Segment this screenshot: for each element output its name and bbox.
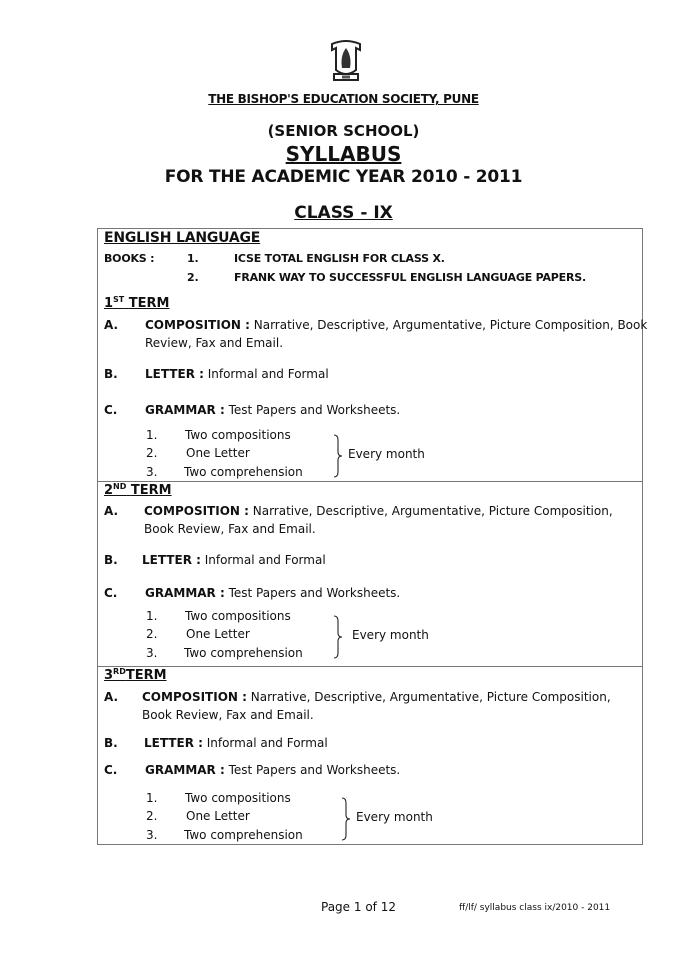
grammar-item: GRAMMAR : Test Papers and Worksheets. — [145, 586, 401, 600]
term-heading-2: 2ND TERM — [104, 482, 172, 498]
task-number: 3. — [146, 465, 158, 479]
item-letter: B. — [104, 367, 118, 381]
letter-item: LETTER : Informal and Formal — [145, 367, 329, 381]
school-crest-icon — [328, 40, 364, 84]
society-name: THE BISHOP'S EDUCATION SOCIETY, PUNE — [208, 92, 479, 106]
book-title: FRANK WAY TO SUCCESSFUL ENGLISH LANGUAGE PAPERS. — [234, 271, 586, 284]
task-number: 1. — [146, 428, 158, 442]
item-letter: A. — [104, 690, 119, 704]
task-number: 2. — [146, 809, 158, 823]
frequency-label: Every month — [348, 447, 425, 461]
term-heading-1: 1ST TERM — [104, 295, 170, 311]
task-text: Two comprehension — [184, 646, 303, 660]
page-number: Page 1 of 12 — [321, 900, 396, 914]
item-letter: B. — [104, 736, 118, 750]
task-text: Two comprehension — [184, 828, 303, 842]
task-number: 2. — [146, 446, 158, 460]
brace-icon — [340, 797, 354, 841]
term-divider — [97, 481, 643, 482]
task-number: 3. — [146, 828, 158, 842]
book-number: 2. — [187, 271, 199, 284]
frequency-label: Every month — [356, 810, 433, 824]
task-number: 2. — [146, 627, 158, 641]
document-reference: ff/lf/ syllabus class ix/2010 - 2011 — [459, 903, 611, 913]
composition-item: COMPOSITION : Narrative, Descriptive, Argumentative, Picture Composition, Book Review, Fax and Email. — [144, 504, 613, 536]
grammar-item: GRAMMAR : Test Papers and Worksheets. — [145, 763, 401, 777]
page-title: SYLLABUS — [285, 142, 402, 166]
item-letter: C. — [104, 586, 118, 600]
brace-icon — [332, 434, 346, 478]
item-letter: A. — [104, 504, 119, 518]
school-section: (SENIOR SCHOOL) — [267, 122, 420, 140]
task-text: Two comprehension — [184, 465, 303, 479]
task-number: 3. — [146, 646, 158, 660]
academic-year: FOR THE ACADEMIC YEAR 2010 - 2011 — [164, 167, 523, 187]
brace-icon — [332, 615, 346, 659]
letter-item: LETTER : Informal and Formal — [142, 553, 326, 567]
book-number: 1. — [187, 252, 199, 265]
task-text: One Letter — [186, 446, 250, 460]
task-text: Two compositions — [185, 428, 291, 442]
item-letter: B. — [104, 553, 118, 567]
term-divider — [97, 666, 643, 667]
term-heading-3: 3RDTERM — [104, 667, 167, 683]
composition-item: COMPOSITION : Narrative, Descriptive, Argumentative, Picture Composition, Book Review, Fax and Email. — [142, 690, 611, 722]
item-letter: A. — [104, 318, 119, 332]
task-text: One Letter — [186, 627, 250, 641]
class-heading: CLASS - IX — [294, 203, 393, 223]
composition-item: COMPOSITION : Narrative, Descriptive, Argumentative, Picture Composition, Book Review, Fax and Email. — [145, 318, 648, 350]
task-text: Two compositions — [185, 791, 291, 805]
book-title: ICSE TOTAL ENGLISH FOR CLASS X. — [234, 252, 445, 265]
item-letter: C. — [104, 763, 118, 777]
subject-title: ENGLISH LANGUAGE — [104, 230, 261, 246]
task-text: Two compositions — [185, 609, 291, 623]
item-letter: C. — [104, 403, 118, 417]
frequency-label: Every month — [352, 628, 429, 642]
task-number: 1. — [146, 791, 158, 805]
books-label: BOOKS : — [104, 252, 155, 265]
task-number: 1. — [146, 609, 158, 623]
letter-item: LETTER : Informal and Formal — [144, 736, 328, 750]
task-text: One Letter — [186, 809, 250, 823]
grammar-item: GRAMMAR : Test Papers and Worksheets. — [145, 403, 401, 417]
